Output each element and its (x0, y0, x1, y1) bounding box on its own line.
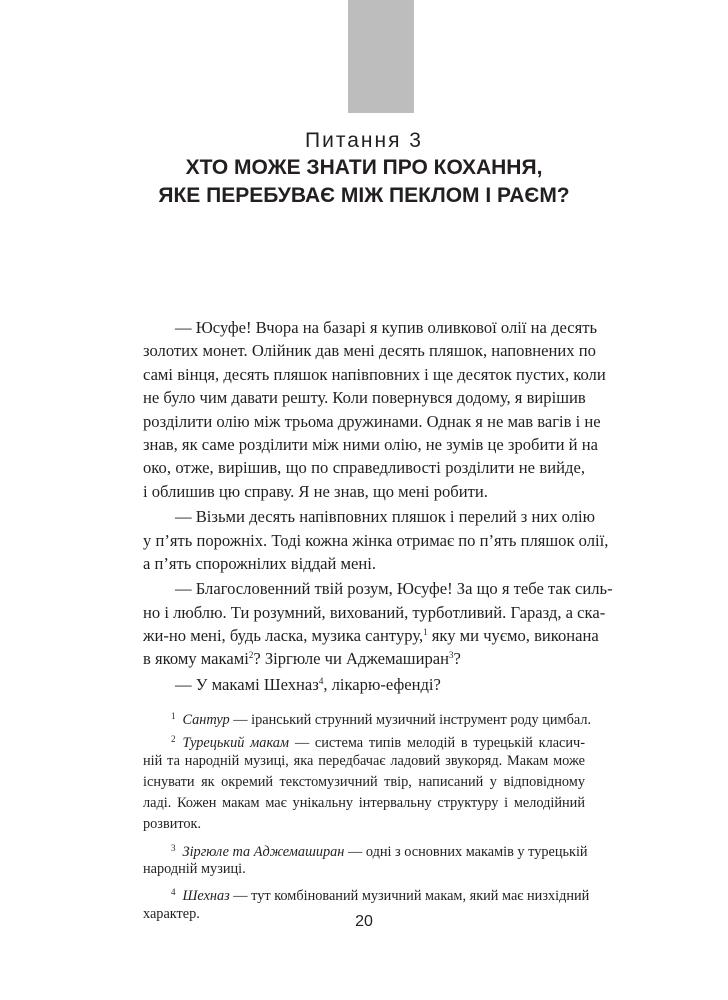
footnote-ref: 4 (318, 675, 324, 686)
footnote-ref: 1 (423, 627, 428, 638)
chapter-title (0, 154, 728, 210)
body-text (143, 316, 613, 696)
footnote-number: 1 (171, 711, 176, 721)
footnote-line (143, 838, 588, 860)
text-segment: , лікарю-ефенді? (323, 674, 441, 694)
footnote-line: розвиток. (143, 816, 202, 833)
text-segment: — У макамі Шехназ (175, 674, 319, 694)
paragraph-line (143, 647, 585, 670)
footnote-ref: 2 (248, 650, 254, 661)
chapter-tab-marker (348, 0, 414, 113)
footnote-text: — тут комбінований музичний макам, який має низхідний (229, 888, 590, 905)
text-segment: в якому макамі (143, 649, 249, 669)
page-number: 20 (355, 913, 373, 930)
footnote-line: ладі. Кожен макам має унікальну інтервальну структуру і мелодійний (143, 795, 585, 812)
paragraph-line: но і люблю. Ти розумний, вихований, турботливий. Гаразд, а ска- (143, 602, 606, 622)
chapter-label: Питання 3 (305, 129, 423, 152)
footnote-term: Турецький макам (182, 735, 290, 752)
footnote-text: — іранський струнний музичний інструмент роду цимбал. (229, 712, 592, 728)
footnote-number: 4 (171, 887, 176, 898)
footnote-line (143, 729, 585, 750)
paragraph-line: — Благословенний твій розум, Юсуфе! За що я тебе так силь- (175, 579, 613, 599)
footnote-line: характер. (143, 905, 200, 922)
text-segment: ? (453, 649, 461, 669)
text-segment: ? Зіргюле чи Аджемаширан (253, 649, 449, 669)
footnote-line (143, 706, 592, 728)
footnote-line: існувати як окремий текстомузичний твір, написаний у відповідному (143, 773, 585, 790)
chapter-title-line: ЯКЕ ПЕРЕБУВАЄ МІЖ ПЕКЛОМ І РАЄМ? (158, 184, 570, 207)
paragraph-line: самі вінця, десять пляшок напівповних і ще десяток пустих, коли (143, 364, 606, 384)
paragraph-line: золотих монет. Олійник дав мені десять пляшок, наповнених по (143, 341, 596, 361)
paragraph-line (143, 624, 599, 647)
paragraph-line: а п’ять спорожнілих віддай мені. (143, 553, 377, 573)
paragraph-line (143, 673, 585, 696)
paragraph-line: — Юсуфе! Вчора на базарі я купив оливкової олії на десять (175, 318, 598, 337)
footnote-text: — система типів мелодій в турецькій класич- (289, 735, 585, 752)
paragraph-line: око, отже, вирішив, що по справедливості розділити не вийде, (143, 458, 585, 478)
chapter-title-line: ХТО МОЖЕ ЗНАТИ ПРО КОХАННЯ, (185, 156, 543, 179)
footnote-line (143, 882, 590, 905)
footnote-number: 2 (171, 734, 176, 745)
paragraph-line: не було чим давати решту. Коли повернувся додому, я вирішив (143, 388, 586, 408)
footnotes (143, 706, 592, 925)
paragraph-line: у п’ять порожніх. Тоді кожна жінка отримає по п’ять пляшок олії, (143, 530, 609, 550)
footnote-ref: 3 (449, 650, 454, 661)
footnote-text: — одні з основних макамів у турецькій (344, 843, 588, 860)
footnote-term: Шехназ (182, 888, 230, 905)
text-segment: жи-но мені, будь ласка, музика сантуру, (143, 626, 424, 646)
paragraph-line: — Візьми десять напівповних пляшок і перелий з них олію (175, 507, 596, 527)
footnote-number: 3 (171, 842, 176, 853)
footnote-term: Зіргюле та Аджемаширан (182, 843, 345, 860)
footnote-line: народній музиці. (143, 861, 246, 878)
paragraph-line: і облишив цю справу. Я не знав, що мені робити. (143, 481, 488, 501)
paragraph-line: розділити олію між трьома дружинами. Однак я не мав вагів і не (143, 411, 601, 431)
paragraph-line: знав, як саме розділити між ними олію, не зумів це зробити й на (143, 434, 598, 454)
footnote-term: Сантур (182, 712, 230, 728)
footnote-line: ній та народній музиці, яка передбачає ладовий звукоряд. Макам може (143, 752, 585, 769)
text-segment: яку ми чуємо, виконана (427, 626, 599, 646)
